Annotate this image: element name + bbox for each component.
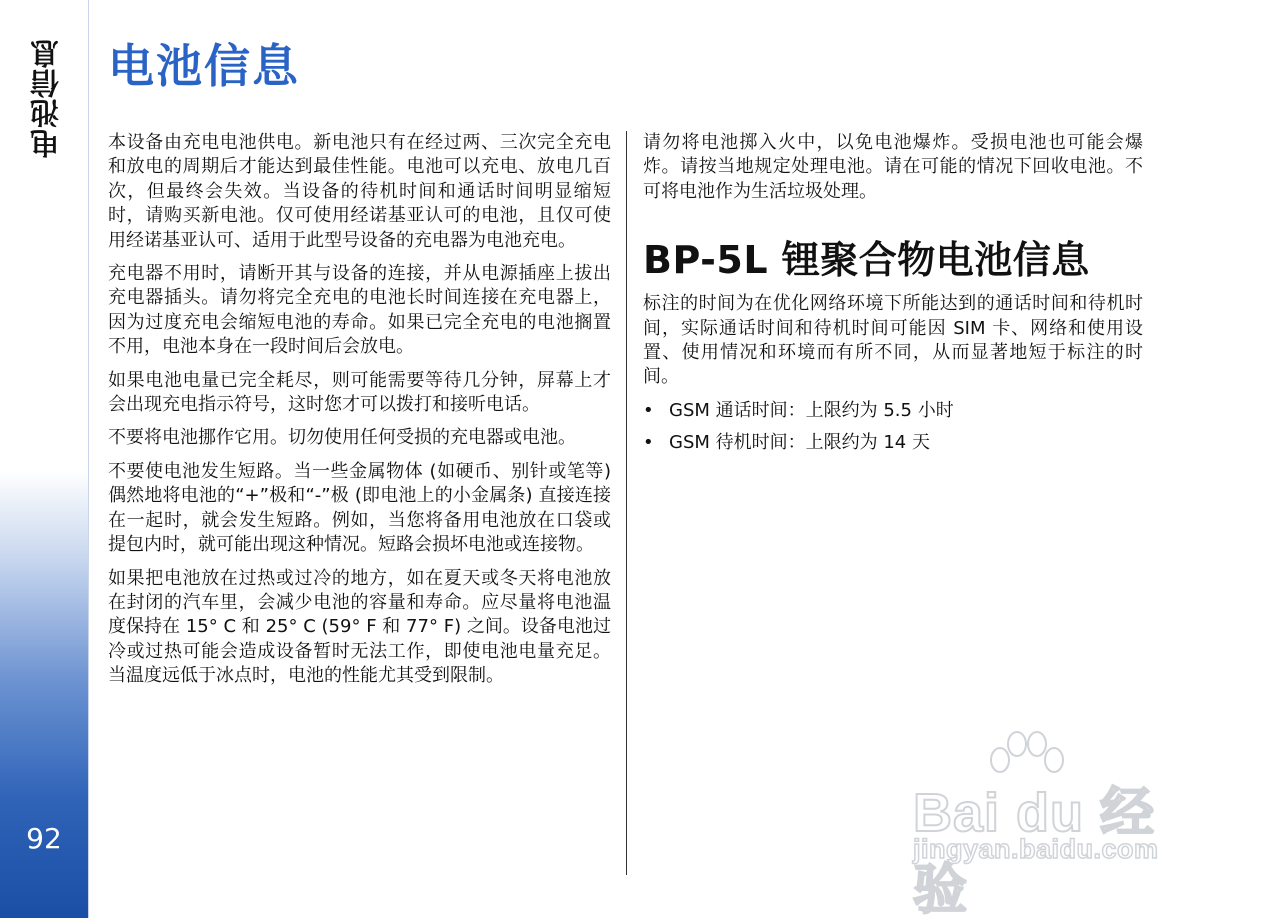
watermark-brand: Bai du 经验 [913, 783, 1156, 920]
paragraph: 不要使电池发生短路。当一些金属物体 (如硬币、别针或笔等) 偶然地将电池的“+”极和“-”极 (即电池上的小金属条) 直接连接在一起时，就会发生短路。例如，当您将备用电池放在口袋或提包内时，就可能出现这种情况。短路会损坏电池或连接物。 [108, 460, 611, 556]
sidebar-section-title: 电池信息 [29, 38, 63, 158]
baidu-watermark [905, 722, 1205, 920]
list-item-text: GSM 通话时间：上限约为 5.5 小时 [669, 399, 954, 421]
page-title: 电池信息 [108, 39, 300, 93]
section-paragraph: 标注的时间为在优化网络环境下所能达到的通话时间和待机时间，实际通话时间和待机时间可能因 SIM 卡、网络和使用设置、使用情况和环境而有所不同，从而显著地短于标注的时间。 [643, 293, 1143, 388]
bullet-list [643, 399, 1143, 455]
paragraph: 本设备由充电电池供电。新电池只有在经过两、三次完全充电和放电的周期后才能达到最佳性能。电池可以充电、放电几百次，但最终会失效。当设备的待机时间和通话时间明显缩短时，请购买新电池。仅可使用经诺基亚认可的电池，且仅可使用经诺基亚认可、适用于此型号设备的充电器为电池充电。 [108, 132, 611, 251]
page-number: 92 [26, 822, 62, 855]
right-column [643, 131, 1143, 463]
list-item [643, 431, 1143, 455]
section-heading: BP-5L 锂聚合物电池信息 [643, 238, 1090, 283]
left-column [108, 131, 611, 698]
paragraph: 不要将电池挪作它用。切勿使用任何受损的充电器或电池。 [108, 427, 576, 449]
list-item [643, 399, 1143, 423]
sidebar [0, 0, 89, 918]
paragraph: 如果把电池放在过热或过冷的地方，如在夏天或冬天将电池放在封闭的汽车里，会减少电池的容量和寿命。应尽量将电池温度保持在 15° C 和 25° C (59° F 和 77° F) 之间。设备电池过冷或过热可能会造成设备暂时无法工作，即使电池电量充足。当温度远低于冰点时，电池的性能尤其受到限制。 [108, 567, 611, 687]
paragraph: 如果电池电量已完全耗尽，则可能需要等待几分钟，屏幕上才会出现充电指示符号，这时您才可以拨打和接听电话。 [108, 369, 611, 416]
list-item-text: GSM 待机时间：上限约为 14 天 [669, 431, 930, 453]
bullet-icon: • [643, 431, 654, 453]
bullet-icon: • [643, 399, 654, 421]
intro-paragraph: 请勿将电池掷入火中，以免电池爆炸。受损电池也可能会爆炸。请按当地规定处理电池。请在可能的情况下回收电池。不可将电池作为生活垃圾处理。 [643, 132, 1143, 202]
column-divider [626, 131, 627, 875]
watermark-url: jingyan.baidu.com [913, 834, 1159, 864]
paragraph: 充电器不用时，请断开其与设备的连接，并从电源插座上拔出充电器插头。请勿将完全充电的电池长时间连接在充电器上，因为过度充电会缩短电池的寿命。如果已完全充电的电池搁置不用，电池本身在一段时间后会放电。 [108, 263, 611, 358]
